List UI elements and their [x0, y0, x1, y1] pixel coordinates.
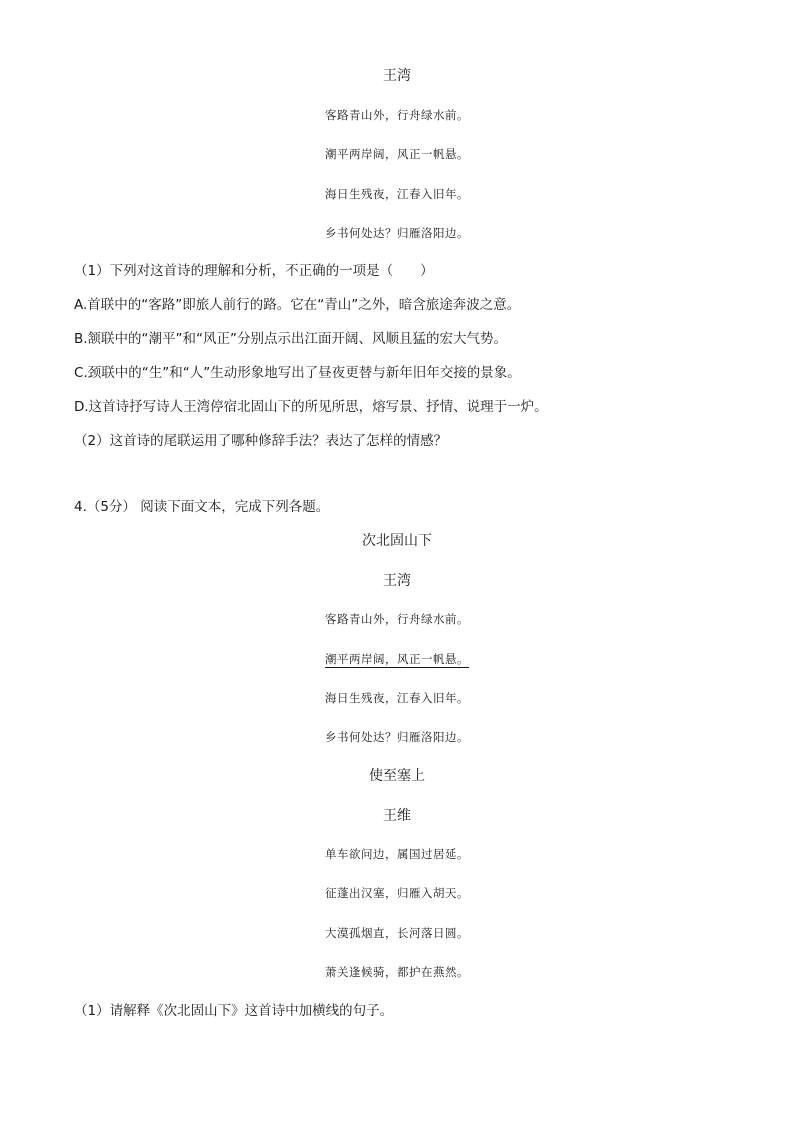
q4-poemB-line-2: 征蓬出汉塞，归雁入胡天。 [325, 886, 469, 900]
q4-poemA-line-2-underlined [0, 651, 794, 667]
q4-poemB-line-3: 大漠孤烟直，长河落日圆。 [325, 926, 469, 940]
q4-poemA-title: 次北固山下 [362, 533, 432, 549]
q4-header: 4.（5分） 阅读下面文本，完成下列各题。 [74, 499, 330, 515]
q3-option-a: A.首联中的“客路”即旅人前行的路。它在“青山”之外，暗含旅途奔波之意。 [74, 297, 521, 313]
q3-sub1: （1）下列对这首诗的理解和分析，不正确的一项是（ ） [74, 263, 434, 279]
poem1-line-4: 乡书何处达？归雁洛阳边。 [325, 226, 469, 240]
poem1-line-1: 客路青山外，行舟绿水前。 [325, 108, 469, 122]
q3-option-b: B.颔联中的“潮平”和“风正”分别点示出江面开阔、风顺且猛的宏大气势。 [74, 331, 508, 347]
q4-poemA-line-4: 乡书何处达？归雁洛阳边。 [325, 730, 469, 744]
q4-sub1: （1）请解释《次北固山下》这首诗中加横线的句子。 [74, 1003, 394, 1019]
q4-poemB-author: 王维 [383, 808, 411, 824]
q4-poemB-title: 使至塞上 [369, 768, 425, 784]
q3-option-d: D.这首诗抒写诗人王湾停宿北固山下的所见所思，熔写景、抒情、说理于一炉。 [74, 399, 548, 415]
q4-poemB-line-4: 萧关逢候骑，都护在燕然。 [325, 965, 469, 979]
q3-option-c: C.颈联中的“生”和“人”生动形象地写出了昼夜更替与新年旧年交接的景象。 [74, 365, 521, 381]
poem1-line-3: 海日生残夜，江春入旧年。 [325, 187, 469, 201]
q4-poemA-line-1: 客路青山外，行舟绿水前。 [325, 612, 469, 626]
q4-poemB-line-1: 单车欲问边，属国过居延。 [325, 847, 469, 861]
q4-poemA-author: 王湾 [383, 573, 411, 589]
poem1-line-2: 潮平两岸阔，风正一帆悬。 [325, 147, 469, 161]
poem1-author: 王湾 [383, 68, 411, 84]
q3-sub2: （2）这首诗的尾联运用了哪种修辞手法？表达了怎样的情感？ [74, 433, 448, 449]
underlined-sentence: 潮平两岸阔，风正一帆悬。 [325, 652, 469, 666]
q4-poemA-line-3: 海日生残夜，江春入旧年。 [325, 691, 469, 705]
